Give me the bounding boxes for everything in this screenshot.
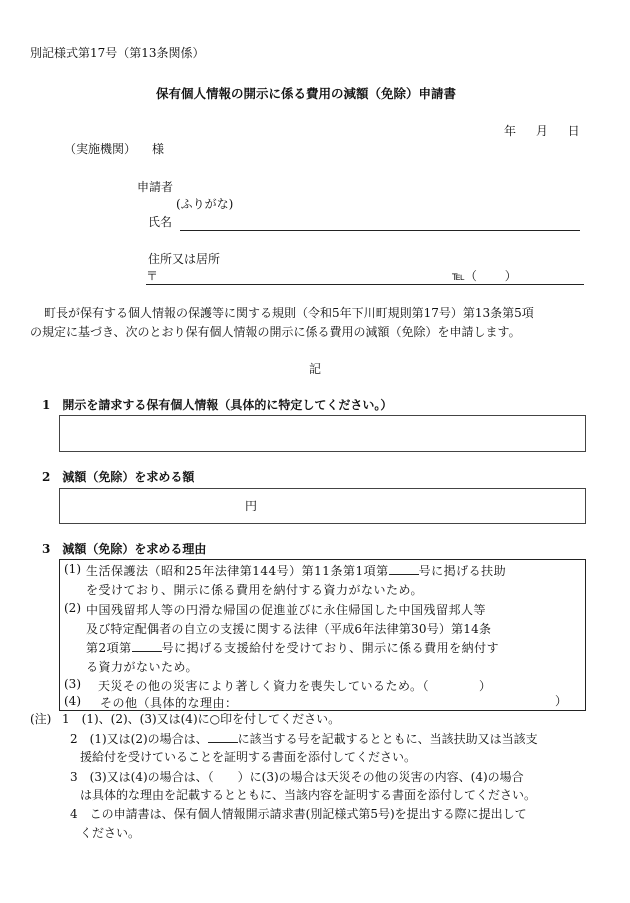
yen-label: 円 — [245, 499, 258, 513]
reason-3-line1: 天災その他の災害により著しく資力を喪失しているため。（ ） — [98, 679, 492, 693]
note-2-line2: 援給付を受けていることを証明する書面を添付してください。 — [80, 750, 417, 764]
amount-field[interactable] — [59, 488, 586, 524]
reason-1-line1-tail: 号に掲げる扶助 — [418, 564, 507, 578]
reason-2-number: (2) — [64, 601, 81, 615]
reason-1-blank[interactable] — [389, 564, 419, 575]
note-4-line2: ください。 — [80, 826, 141, 840]
note-4-line1: 4 この申請書は、保有個人情報開示請求書(別記様式第5号)を提出する際に提出して — [70, 807, 527, 821]
reason-item-2[interactable] — [60, 599, 585, 675]
note-3-line1: 3 (3)又は(4)の場合は、（ ）に(3)の場合は天災その他の災害の内容、(4)の場合 — [70, 770, 524, 784]
reason-3-number: (3) — [64, 677, 81, 691]
furigana-label: (ふりがな) — [176, 197, 234, 211]
reason-4-line1: その他（具体的な理由： — [100, 696, 238, 710]
reason-2-line2: 及び特定配偶者の自立の支援に関する法律（平成6年法律第30号）第14条 — [86, 622, 492, 636]
reason-4-close-paren: ） — [554, 694, 567, 708]
postal-mark: 〒 — [146, 269, 159, 283]
note-3-line2: は具体的な理由を記載するとともに、当該内容を証明する書面を添付してください。 — [80, 788, 537, 802]
section3-heading: 3 減額（免除）を求める理由 — [42, 542, 207, 556]
section2-heading: 2 減額（免除）を求める額 — [42, 470, 195, 484]
date-label: 年 月 日 — [504, 124, 580, 138]
reasons-box — [59, 559, 586, 711]
reason-item-3[interactable] — [60, 675, 585, 693]
info-request-field[interactable] — [59, 415, 586, 452]
reason-2-line1: 中国残留邦人等の円滑な帰国の促進並びに永住帰国した中国残留邦人等 — [86, 603, 487, 617]
note-2-line1: 2 (1)又は(2)の場合は、 に該当する号を記載するとともに、当該扶助又は当該支 — [70, 732, 538, 746]
reason-item-1[interactable] — [60, 560, 585, 598]
reason-2-line4: る資力がないため。 — [86, 660, 199, 674]
name-input-line[interactable] — [180, 230, 580, 231]
honorific-label: 様 — [152, 142, 165, 156]
name-label: 氏名 — [148, 215, 173, 229]
reason-1-number: (1) — [64, 562, 81, 576]
notes-label: (注) — [30, 712, 52, 726]
reason-1-line2: を受けており、開示に係る費用を納付する資力がないため。 — [86, 583, 424, 597]
reason-2-line3: 第2項第 — [86, 641, 132, 655]
section1-heading: 1 開示を請求する保有個人情報（具体的に特定してください。） — [42, 398, 393, 412]
address-label: 住所又は居所 — [148, 252, 221, 266]
tel-label: ℡（ ） — [452, 269, 517, 283]
agency-label: （実施機関） — [64, 142, 137, 156]
reason-4-number: (4) — [64, 694, 81, 708]
applicant-heading: 申請者 — [137, 180, 174, 194]
address-input-line[interactable] — [146, 284, 584, 285]
reason-2-blank[interactable] — [132, 641, 162, 652]
note-2-blank — [208, 732, 238, 743]
ki-label: 記 — [309, 362, 322, 376]
form-number: 別記様式第17号（第13条関係） — [30, 46, 205, 60]
reason-1-line1: 生活保護法（昭和25年法律第144号）第11条第1項第 — [86, 564, 389, 578]
note-1: 1 (1)、(2)、(3)又は(4)に○印を付してください。 — [62, 712, 341, 726]
intro-line-2: の規定に基づき、次のとおり保有個人情報の開示に係る費用の減額（免除）を申請します。 — [30, 325, 521, 339]
page-title: 保有個人情報の開示に係る費用の減額（免除）申請書 — [156, 86, 457, 101]
reason-2-line3-tail: 号に掲げる支援給付を受けており、開示に係る費用を納付す — [161, 641, 500, 655]
intro-line-1: 町長が保有する個人情報の保護等に関する規則（令和5年下川町規則第17号）第13条第5項 — [44, 306, 534, 320]
reason-item-4[interactable] — [60, 692, 585, 710]
